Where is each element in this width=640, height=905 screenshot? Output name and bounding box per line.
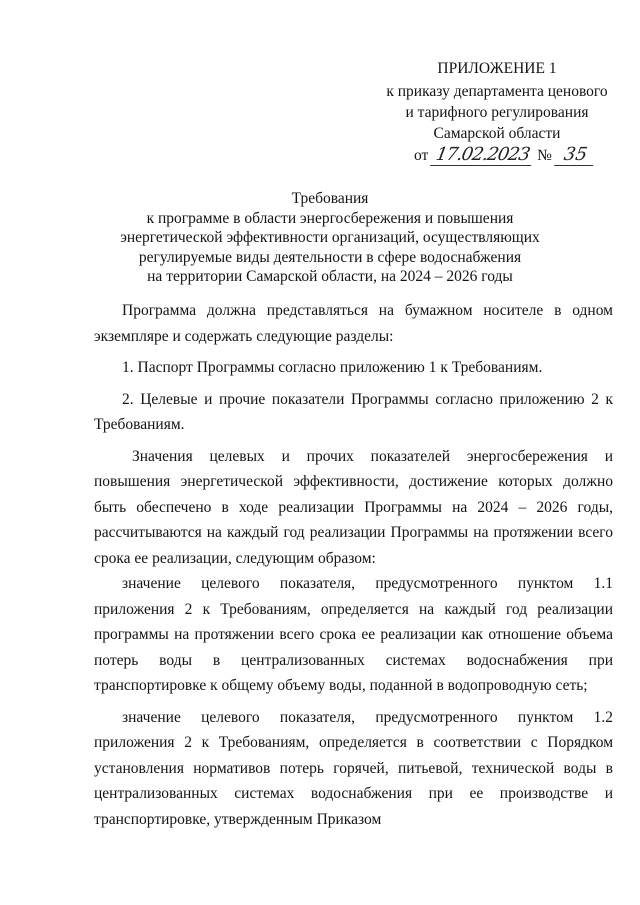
number-sign: № [537, 147, 552, 164]
handwritten-date: 17.02.2023 [430, 144, 535, 166]
appendix-block [384, 58, 610, 166]
paragraph-item-2: 2. Целевые и прочие показатели Программы согласно приложению 2 к Требованиям. [94, 390, 613, 433]
paragraph-intro: Программа должна представляться на бумажном носителе в одном экземпляре и содержать следующие разделы: [94, 302, 613, 345]
document-body [94, 298, 613, 832]
appendix-line-3: Самарской области [433, 125, 561, 142]
title-line-4: регулируемые виды деятельности в сфере водоснабжения [138, 248, 522, 266]
order-date-row [384, 144, 610, 166]
title-line-5: на территории Самарской области, на 2024 – 2026 годы [147, 268, 513, 285]
title-line-1: Требования [291, 190, 369, 207]
appendix-heading: ПРИЛОЖЕНИЕ 1 [437, 60, 557, 77]
paragraph-item-1: 1. Паспорт Программы согласно приложению 1 к Требованиям. [122, 359, 543, 376]
appendix-line-1: к приказу департамента ценового [386, 83, 608, 100]
date-prefix: от [414, 147, 429, 164]
paragraph-values: Значения целевых и прочих показателей энергосбережения и повышения энергетической эффективности, достижение которых должно быть обеспечено в ходе реализации Программы на 2024 – 2026 годы, рассчитываются на каждый год реализации Программы на протяжении всего срока ее реализации, следующим образом: [94, 447, 613, 567]
paragraph-indicator-1-1: значение целевого показателя, предусмотренного пунктом 1.1 приложения 2 к Требованиям, определяется на каждый год реализации программы на протяжении всего срока ее реализации как отношение объема потерь воды в централизованных системах водоснабжения при транспортировке к общему объему воды, поданной в водопроводную сеть; [94, 575, 613, 694]
handwritten-number: 35 [554, 144, 597, 166]
title-line-2: к программе в области энергосбережения и повышения [146, 209, 514, 227]
title-line-3: энергетической эффективности организаций, осуществляющих [120, 229, 540, 246]
paragraph-indicator-1-2: значение целевого показателя, предусмотренного пунктом 1.2 приложения 2 к Требованиям, определяется в соответствии с Порядком установления нормативов потерь горячей, питьевой, технической воды в централизованных системах водоснабжения при ее производстве и транспортировке, утвержденным Приказом [94, 708, 613, 828]
appendix-line-2: и тарифного регулирования [405, 104, 589, 121]
document-title [80, 189, 580, 287]
